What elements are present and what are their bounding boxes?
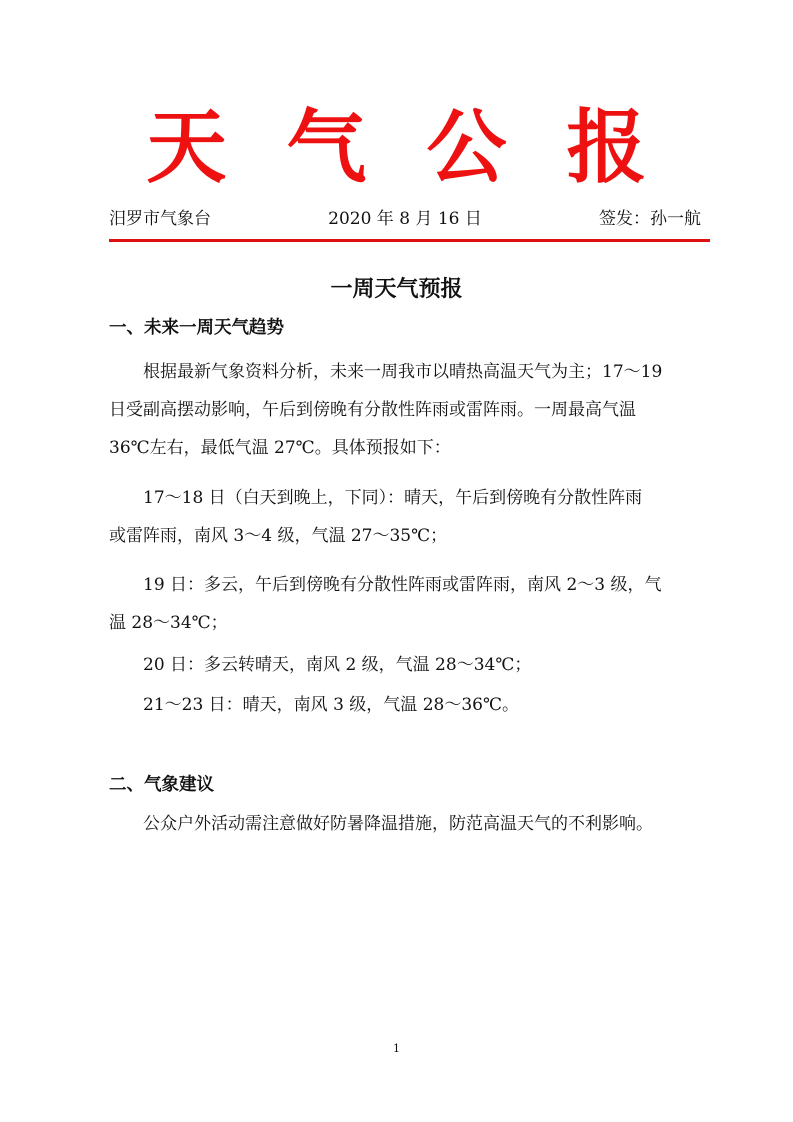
masthead-title: 天气公报 [146, 101, 707, 194]
paragraph-line: 温 28～34℃； [109, 613, 228, 633]
advice-paragraph [109, 805, 709, 843]
paragraph-line: 20 日：多云转晴天，南风 2 级，气温 28～34℃； [143, 655, 532, 675]
page-number: 1 [393, 1042, 400, 1055]
paragraph-line: 19 日：多云，午后到傍晚有分散性阵雨或雷阵雨，南风 2～3 级，气 [143, 575, 662, 595]
issue-info-row [109, 206, 701, 232]
paragraph-line: 公众户外活动需注意做好防暑降温措施，防范高温天气的不利影响。 [143, 814, 653, 834]
paragraph-line: 根据最新气象资料分析，未来一周我市以晴热高温天气为主；17～19 [143, 362, 663, 382]
forecast-item-21-23 [109, 686, 709, 724]
forecast-item-19 [109, 566, 709, 642]
trend-intro-paragraph [109, 353, 709, 467]
forecast-item-17-18 [109, 479, 709, 555]
paragraph-line: 36℃左右，最低气温 27℃。具体预报如下： [109, 438, 451, 458]
issue-date: 2020 年 8 月 16 日 [328, 209, 482, 229]
section-heading-trend: 一、未来一周天气趋势 [109, 318, 284, 338]
forecast-item-20 [109, 646, 709, 684]
page-title: 一周天气预报 [330, 277, 463, 302]
paragraph-line: 或雷阵雨，南风 3～4 级，气温 27～35℃； [109, 526, 448, 546]
section-heading-advice: 二、气象建议 [109, 775, 214, 795]
header-divider [109, 239, 710, 242]
signer: 签发：孙一航 [599, 209, 701, 229]
paragraph-line: 21～23 日：晴天，南风 3 级，气温 28～36℃。 [143, 695, 519, 715]
issuer: 汨罗市气象台 [109, 209, 211, 229]
paragraph-line: 日受副高摆动影响，午后到傍晚有分散性阵雨或雷阵雨。一周最高气温 [109, 400, 636, 420]
paragraph-line: 17～18 日（白天到晚上，下同）：晴天，午后到傍晚有分散性阵雨 [143, 488, 643, 508]
